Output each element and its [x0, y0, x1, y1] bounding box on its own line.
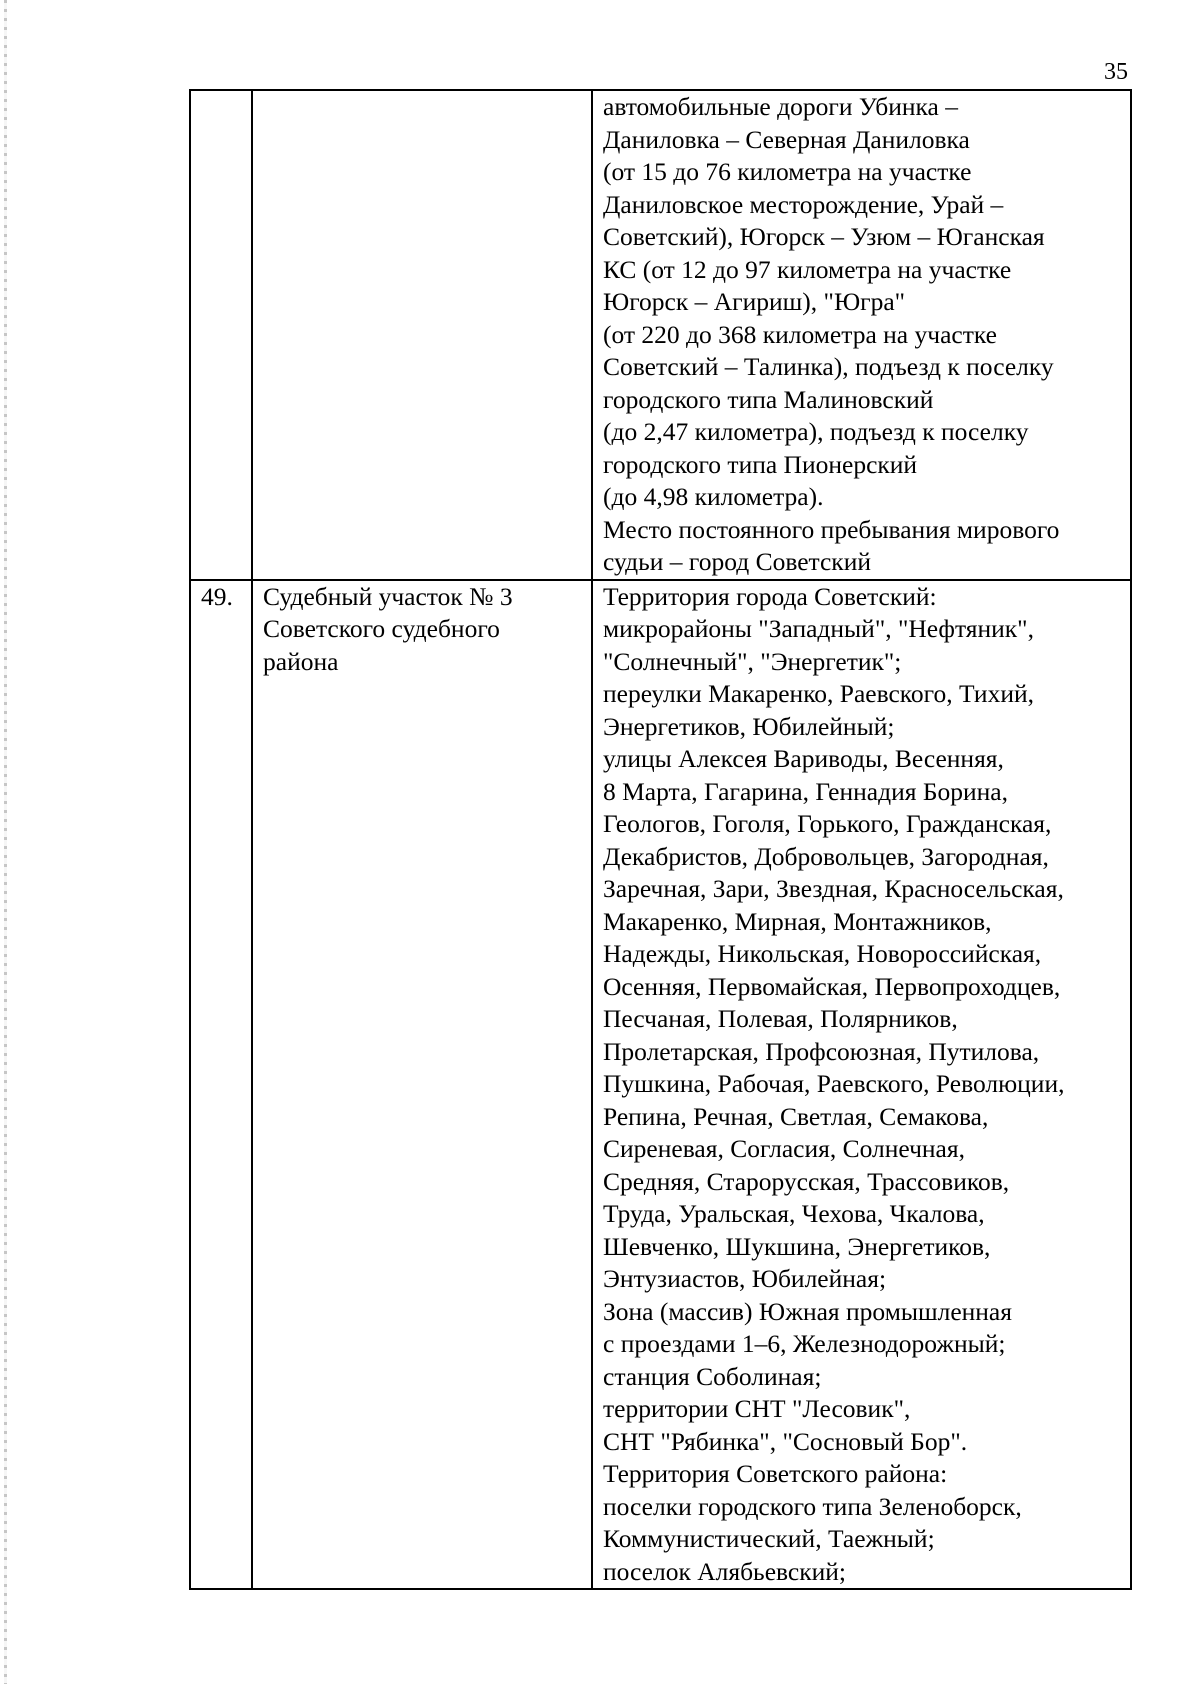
text-line: Энергетиков, Юбилейный;: [603, 711, 895, 741]
row-number-cell: 49.: [190, 580, 252, 1590]
text-line: улицы Алексея Вариводы, Весенняя,: [603, 744, 1004, 773]
text-line: поселок Алябьевский;: [603, 1556, 846, 1586]
text-line: 8 Марта, Гагарина, Геннадия Борина,: [603, 776, 1008, 806]
territory-cell: [592, 580, 1131, 1590]
district-name-cell: [252, 580, 592, 1590]
text-line: Даниловка – Северная Даниловка: [603, 124, 970, 154]
text-line: с проездами 1–6, Железнодорожный;: [603, 1329, 1006, 1358]
court-districts-table: [189, 89, 1132, 1590]
text-line: Советского судебного: [263, 614, 500, 643]
text-line: территории СНТ "Лесовик",: [603, 1394, 911, 1423]
text-line: Сиреневая, Согласия, Солнечная,: [603, 1134, 965, 1163]
text-line: (от 220 до 368 километра на участке: [603, 319, 997, 349]
text-line: поселки городского типа Зеленоборск,: [603, 1491, 1022, 1521]
text-line: Труда, Уральская, Чехова, Чкалова,: [603, 1199, 985, 1228]
text-line: Судебный участок № 3: [263, 581, 513, 611]
text-line: Советский), Югорск – Узюм – Юганская: [603, 222, 1045, 251]
text-line: микрорайоны "Западный", "Нефтяник",: [603, 614, 1034, 643]
text-line: Репина, Речная, Светлая, Семакова,: [603, 1101, 989, 1131]
text-line: Коммунистический, Таежный;: [603, 1524, 935, 1553]
text-line: Геологов, Гоголя, Горького, Гражданская,: [603, 809, 1052, 838]
text-line: судьи – город Советский: [603, 547, 871, 576]
text-line: Территория Советского района:: [603, 1459, 948, 1488]
text-line: городского типа Малиновский: [603, 384, 934, 414]
text-line: переулки Макаренко, Раевского, Тихий,: [603, 679, 1034, 708]
text-line: КС (от 12 до 97 километра на участке: [603, 254, 1012, 284]
table-body: [190, 90, 1131, 1589]
text-line: Даниловское месторождение, Урай –: [603, 189, 1004, 219]
text-line: Пролетарская, Профсоюзная, Путилова,: [603, 1036, 1040, 1066]
table-row: [190, 90, 1131, 580]
text-line: Средняя, Старорусская, Трассовиков,: [603, 1166, 1010, 1196]
text-line: (от 15 до 76 километра на участке: [603, 157, 972, 186]
text-line: городского типа Пионерский: [603, 449, 918, 479]
text-line: Осенняя, Первомайская, Первопроходцев,: [603, 971, 1061, 1001]
text-line: Песчаная, Полевая, Полярников,: [603, 1004, 958, 1033]
text-line: Югорск – Агириш), "Югра": [603, 287, 906, 316]
text-line: Декабристов, Добровольцев, Загородная,: [603, 841, 1049, 871]
text-line: Территория города Советский:: [603, 581, 937, 611]
text-line: Макаренко, Мирная, Монтажников,: [603, 906, 992, 936]
text-line: Энтузиастов, Юбилейная;: [603, 1264, 887, 1293]
text-line: района: [263, 646, 339, 676]
text-line: (до 4,98 километра).: [603, 482, 824, 511]
text-line: Заречная, Зари, Звездная, Красносельская,: [603, 874, 1064, 903]
table-row: [190, 580, 1131, 1590]
text-line: Советский – Талинка), подъезд к поселку: [603, 352, 1054, 381]
row-number-cell: [190, 90, 252, 580]
text-line: Надежды, Никольская, Новороссийская,: [603, 939, 1042, 968]
text-line: Шевченко, Шукшина, Энергетиков,: [603, 1231, 991, 1261]
text-line: станция Соболиная;: [603, 1361, 822, 1391]
text-line: (до 2,47 километра), подъезд к поселку: [603, 417, 1029, 446]
text-line: "Солнечный", "Энергетик";: [603, 646, 902, 676]
territory-cell: [592, 90, 1131, 580]
scan-edge-artifact: [4, 0, 7, 1684]
text-line: автомобильные дороги Убинка –: [603, 92, 958, 121]
text-line: Зона (массив) Южная промышленная: [603, 1296, 1012, 1326]
text-line: Пушкина, Рабочая, Раевского, Революции,: [603, 1069, 1065, 1098]
district-name-cell: [252, 90, 592, 580]
page-number: 35: [1104, 59, 1128, 85]
text-line: СНТ "Рябинка", "Сосновый Бор".: [603, 1426, 968, 1456]
text-line: Место постоянного пребывания мирового: [603, 514, 1060, 544]
